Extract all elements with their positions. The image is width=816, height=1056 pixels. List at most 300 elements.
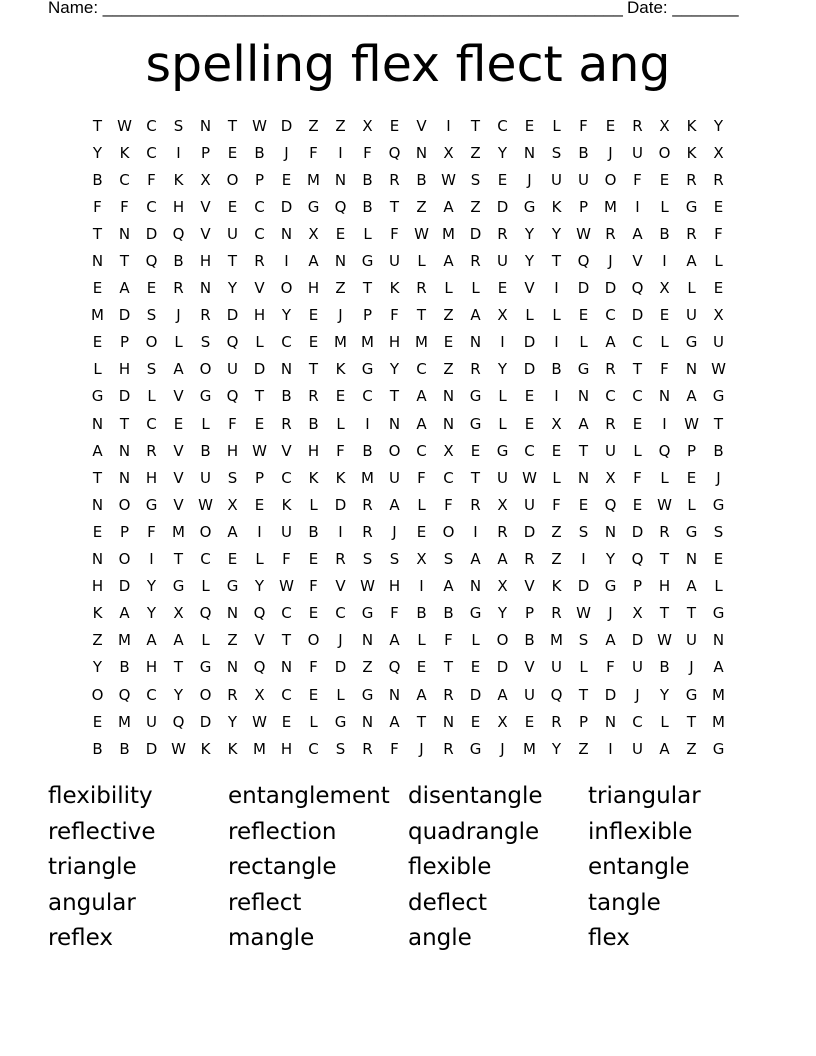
grid-letter: N (415, 143, 428, 162)
grid-letter: S (443, 550, 454, 569)
grid-letter: M (712, 685, 725, 704)
grid-letter: T (389, 387, 400, 406)
grid-letter: S (389, 550, 400, 569)
grid-letter: Y (146, 604, 157, 623)
grid-letter: F (444, 495, 453, 514)
grid-letter: K (335, 468, 346, 487)
grid-letter: Y (497, 360, 508, 379)
grid-letter: A (119, 279, 130, 298)
grid-letter: V (416, 116, 427, 135)
grid-letter: A (443, 577, 454, 596)
grid-letter: R (443, 739, 454, 758)
grid-letter: R (335, 550, 346, 569)
grid-letter: S (173, 116, 184, 135)
grid-letter: E (416, 658, 427, 677)
grid-letter: C (524, 441, 535, 460)
grid-letter: U (686, 631, 697, 650)
grid-letter: K (200, 739, 211, 758)
grid-letter: U (146, 712, 157, 731)
grid-letter: H (145, 468, 158, 487)
grid-letter: U (497, 252, 508, 271)
grid-letter: U (551, 170, 562, 189)
grid-letter: A (416, 414, 427, 433)
grid-letter: K (389, 279, 400, 298)
grid-letter: Q (172, 224, 185, 243)
grid-letter: H (118, 360, 131, 379)
grid-letter: E (92, 712, 103, 731)
grid-letter: N (118, 441, 131, 460)
grid-letter: X (497, 712, 508, 731)
grid-letter: C (605, 387, 616, 406)
grid-letter: E (659, 170, 670, 189)
grid-letter: F (579, 116, 588, 135)
grid-letter: F (390, 306, 399, 325)
grid-letter: E (227, 143, 238, 162)
grid-letter: S (578, 631, 589, 650)
grid-letter: D (118, 387, 131, 406)
grid-letter: V (173, 495, 184, 514)
grid-letter: I (554, 333, 559, 352)
grid-letter: K (281, 495, 292, 514)
grid-letter: B (200, 441, 211, 460)
grid-letter: D (523, 522, 536, 541)
grid-letter: Y (92, 658, 103, 677)
grid-letter: O (145, 333, 158, 352)
date-field-label: Date: _______ (627, 0, 739, 17)
grid-letter: E (146, 279, 157, 298)
grid-letter: N (361, 712, 374, 731)
grid-letter: C (308, 739, 319, 758)
grid-letter: R (281, 414, 292, 433)
grid-letter: M (523, 739, 536, 758)
grid-letter: N (280, 360, 293, 379)
grid-letter: L (93, 360, 102, 379)
grid-letter: T (281, 631, 292, 650)
grid-letter: R (389, 170, 400, 189)
grid-letter: K (227, 739, 238, 758)
grid-letter: X (200, 170, 211, 189)
grid-letter: W (252, 441, 267, 460)
grid-letter: Y (551, 739, 562, 758)
grid-letter: D (631, 306, 644, 325)
grid-letter: O (604, 170, 617, 189)
grid-letter: A (443, 252, 454, 271)
grid-letter: Y (605, 550, 616, 569)
grid-letter: E (470, 658, 481, 677)
grid-letter: S (146, 360, 157, 379)
grid-letter: F (147, 522, 156, 541)
grid-letter: M (604, 197, 617, 216)
grid-letter: F (390, 604, 399, 623)
grid-letter: X (497, 577, 508, 596)
grid-letter: N (280, 224, 293, 243)
grid-letter: M (361, 333, 374, 352)
grid-letter: F (633, 468, 642, 487)
grid-letter: E (713, 279, 724, 298)
grid-letter: Z (227, 631, 238, 650)
grid-letter: M (550, 631, 563, 650)
grid-letter: H (388, 333, 401, 352)
grid-letter: Q (388, 143, 401, 162)
grid-letter: I (635, 197, 640, 216)
grid-letter: F (363, 143, 372, 162)
grid-letter: Y (524, 252, 535, 271)
grid-letter: E (92, 333, 103, 352)
grid-letter: R (308, 387, 319, 406)
grid-letter: Z (470, 143, 481, 162)
word-list-item: deflect (408, 889, 488, 916)
grid-letter: S (335, 739, 346, 758)
grid-letter: L (255, 550, 264, 569)
grid-letter: C (605, 306, 616, 325)
grid-letter: U (632, 143, 643, 162)
grid-letter: Q (118, 685, 131, 704)
grid-letter: I (338, 143, 343, 162)
grid-letter: D (604, 279, 617, 298)
grid-letter: T (92, 116, 103, 135)
grid-letter: Y (281, 306, 292, 325)
grid-letter: I (365, 414, 370, 433)
word-list-item: rectangle (228, 854, 337, 881)
grid-letter: E (335, 224, 346, 243)
grid-letter: R (686, 224, 697, 243)
grid-letter: X (659, 116, 670, 135)
grid-letter: P (524, 604, 535, 623)
grid-letter: L (174, 333, 183, 352)
grid-letter: J (608, 252, 613, 271)
grid-letter: G (469, 604, 482, 623)
grid-letter: D (604, 685, 617, 704)
grid-letter: L (417, 495, 426, 514)
grid-letter: D (226, 306, 239, 325)
grid-letter: R (443, 685, 454, 704)
grid-letter: J (716, 468, 721, 487)
grid-letter: P (119, 522, 130, 541)
grid-letter: O (442, 522, 455, 541)
grid-letter: I (500, 333, 505, 352)
grid-letter: Z (443, 306, 454, 325)
grid-letter: T (227, 252, 238, 271)
grid-letter: L (579, 658, 588, 677)
grid-letter: P (362, 306, 373, 325)
grid-letter: G (712, 495, 725, 514)
grid-letter: N (226, 658, 239, 677)
grid-letter: P (578, 197, 589, 216)
grid-letter: F (552, 495, 561, 514)
grid-letter: R (362, 739, 373, 758)
grid-letter: O (118, 550, 131, 569)
grid-letter: B (578, 143, 589, 162)
grid-letter: Q (226, 333, 239, 352)
grid-letter: P (119, 333, 130, 352)
grid-letter: G (307, 197, 320, 216)
grid-letter: G (496, 441, 509, 460)
word-list-item: inflexible (588, 818, 693, 845)
grid-letter: X (605, 468, 616, 487)
grid-letter: X (173, 604, 184, 623)
grid-letter: H (307, 441, 320, 460)
grid-letter: S (470, 170, 481, 189)
grid-letter: A (416, 685, 427, 704)
grid-letter: V (173, 468, 184, 487)
grid-letter: T (686, 604, 697, 623)
word-list-item: flex (588, 925, 630, 952)
grid-letter: Q (145, 252, 158, 271)
grid-letter: N (118, 224, 131, 243)
grid-letter: Z (443, 360, 454, 379)
grid-letter: O (199, 685, 212, 704)
grid-letter: Y (146, 577, 157, 596)
grid-letter: X (227, 495, 238, 514)
grid-letter: S (578, 522, 589, 541)
grid-letter: E (470, 441, 481, 460)
grid-letter: E (335, 387, 346, 406)
grid-letter: B (119, 739, 130, 758)
grid-letter: L (633, 441, 642, 460)
grid-letter: T (119, 252, 130, 271)
grid-letter: L (660, 712, 669, 731)
grid-letter: L (336, 414, 345, 433)
grid-letter: Q (388, 658, 401, 677)
grid-letter: K (308, 468, 319, 487)
grid-letter: M (172, 522, 185, 541)
grid-letter: K (119, 143, 130, 162)
grid-letter: I (608, 739, 613, 758)
grid-letter: L (525, 306, 534, 325)
grid-letter: G (91, 387, 104, 406)
word-list-item: mangle (228, 925, 315, 952)
grid-letter: N (91, 495, 104, 514)
grid-letter: K (551, 577, 562, 596)
grid-letter: D (118, 306, 131, 325)
grid-letter: O (658, 143, 671, 162)
grid-letter: B (308, 414, 319, 433)
grid-letter: E (470, 712, 481, 731)
grid-letter: W (576, 604, 591, 623)
word-list-item: angle (408, 925, 472, 952)
grid-letter: T (443, 658, 454, 677)
grid-letter: M (118, 631, 131, 650)
grid-letter: D (145, 224, 158, 243)
grid-letter: D (496, 658, 509, 677)
grid-letter: T (173, 658, 184, 677)
grid-letter: J (338, 631, 343, 650)
grid-letter: I (662, 414, 667, 433)
grid-letter: A (227, 522, 238, 541)
grid-letter: G (172, 577, 185, 596)
grid-letter: T (632, 360, 643, 379)
grid-letter: L (660, 197, 669, 216)
grid-letter: G (469, 387, 482, 406)
grid-letter: E (713, 197, 724, 216)
grid-letter: I (338, 522, 343, 541)
grid-letter: R (659, 522, 670, 541)
grid-letter: N (280, 658, 293, 677)
grid-letter: J (284, 143, 289, 162)
grid-letter: B (362, 441, 373, 460)
name-field-label: Name: _______________________________________________________ (48, 0, 623, 17)
grid-letter: M (442, 224, 455, 243)
grid-letter: W (360, 577, 375, 596)
grid-letter: H (307, 279, 320, 298)
grid-letter: T (308, 360, 319, 379)
grid-letter: O (226, 170, 239, 189)
grid-letter: S (551, 143, 562, 162)
grid-letter: G (685, 333, 698, 352)
grid-letter: U (686, 306, 697, 325)
grid-letter: M (334, 333, 347, 352)
grid-letter: N (469, 577, 482, 596)
grid-letter: D (118, 577, 131, 596)
grid-letter: E (605, 116, 616, 135)
grid-letter: H (226, 441, 239, 460)
grid-letter: T (173, 550, 184, 569)
grid-letter: W (576, 224, 591, 243)
grid-letter: D (496, 197, 509, 216)
grid-letter: G (469, 414, 482, 433)
grid-letter: Q (226, 387, 239, 406)
grid-letter: Y (713, 116, 724, 135)
grid-letter: E (281, 712, 292, 731)
grid-letter: F (633, 170, 642, 189)
grid-letter: B (362, 170, 373, 189)
grid-letter: B (524, 631, 535, 650)
grid-letter: V (200, 224, 211, 243)
grid-letter: X (632, 604, 643, 623)
grid-letter: O (199, 360, 212, 379)
grid-letter: N (577, 468, 590, 487)
grid-letter: H (145, 658, 158, 677)
grid-letter: T (416, 712, 427, 731)
grid-letter: W (414, 224, 429, 243)
grid-letter: R (713, 170, 724, 189)
word-list-item: reflect (228, 889, 302, 916)
grid-letter: F (147, 170, 156, 189)
word-search-grid (84, 112, 732, 762)
grid-letter: S (713, 522, 724, 541)
grid-letter: A (686, 387, 697, 406)
grid-letter: T (578, 685, 589, 704)
grid-letter: T (362, 279, 373, 298)
grid-letter: E (308, 685, 319, 704)
grid-letter: L (471, 631, 480, 650)
grid-letter: N (469, 333, 482, 352)
grid-letter: A (416, 387, 427, 406)
grid-letter: E (227, 197, 238, 216)
grid-letter: A (389, 712, 400, 731)
grid-letter: T (254, 387, 265, 406)
grid-letter: C (281, 604, 292, 623)
grid-letter: L (309, 712, 318, 731)
grid-letter: L (255, 333, 264, 352)
grid-letter: H (388, 577, 401, 596)
grid-letter: D (523, 360, 536, 379)
grid-letter: R (524, 550, 535, 569)
grid-letter: U (551, 658, 562, 677)
grid-letter: F (714, 224, 723, 243)
grid-letter: L (417, 631, 426, 650)
grid-letter: R (362, 522, 373, 541)
grid-letter: G (469, 739, 482, 758)
grid-letter: A (713, 658, 724, 677)
grid-letter: M (253, 739, 266, 758)
grid-letter: Q (658, 441, 671, 460)
grid-letter: Y (551, 224, 562, 243)
grid-letter: X (308, 224, 319, 243)
grid-letter: A (686, 577, 697, 596)
grid-letter: V (281, 441, 292, 460)
grid-letter: Q (577, 252, 590, 271)
grid-letter: T (389, 197, 400, 216)
grid-letter: N (199, 116, 212, 135)
grid-letter: Y (227, 279, 238, 298)
grid-letter: R (470, 360, 481, 379)
grid-letter: A (497, 550, 508, 569)
grid-letter: A (389, 495, 400, 514)
grid-letter: N (118, 468, 131, 487)
grid-letter: G (712, 604, 725, 623)
grid-letter: B (254, 143, 265, 162)
grid-letter: I (473, 522, 478, 541)
grid-letter: G (685, 197, 698, 216)
grid-letter: E (632, 495, 643, 514)
grid-letter: L (498, 387, 507, 406)
grid-letter: E (389, 116, 400, 135)
grid-letter: N (658, 387, 671, 406)
grid-letter: Q (253, 604, 266, 623)
grid-letter: I (257, 522, 262, 541)
grid-letter: B (416, 604, 427, 623)
grid-letter: P (254, 468, 265, 487)
grid-letter: O (199, 522, 212, 541)
grid-letter: N (91, 550, 104, 569)
grid-letter: L (444, 279, 453, 298)
grid-letter: F (282, 550, 291, 569)
grid-letter: G (361, 360, 374, 379)
grid-letter: C (281, 333, 292, 352)
grid-letter: M (118, 712, 131, 731)
grid-letter: Q (199, 604, 212, 623)
grid-letter: D (631, 522, 644, 541)
grid-letter: A (146, 631, 157, 650)
grid-letter: H (280, 739, 293, 758)
grid-letter: A (173, 631, 184, 650)
grid-letter: H (172, 197, 185, 216)
grid-letter: U (524, 685, 535, 704)
grid-letter: B (119, 658, 130, 677)
grid-letter: E (254, 414, 265, 433)
grid-letter: U (578, 170, 589, 189)
grid-letter: V (173, 387, 184, 406)
grid-letter: J (392, 522, 397, 541)
grid-letter: C (632, 333, 643, 352)
grid-letter: L (552, 306, 561, 325)
grid-letter: T (686, 712, 697, 731)
word-list-item: reflective (48, 818, 156, 845)
grid-letter: K (686, 143, 697, 162)
grid-letter: I (284, 252, 289, 271)
grid-letter: C (497, 116, 508, 135)
grid-letter: L (552, 116, 561, 135)
grid-letter: X (497, 306, 508, 325)
grid-letter: X (551, 414, 562, 433)
grid-letter: E (254, 495, 265, 514)
grid-letter: J (608, 143, 613, 162)
grid-letter: F (93, 197, 102, 216)
grid-letter: W (117, 116, 132, 135)
grid-letter: C (254, 197, 265, 216)
grid-letter: E (524, 414, 535, 433)
